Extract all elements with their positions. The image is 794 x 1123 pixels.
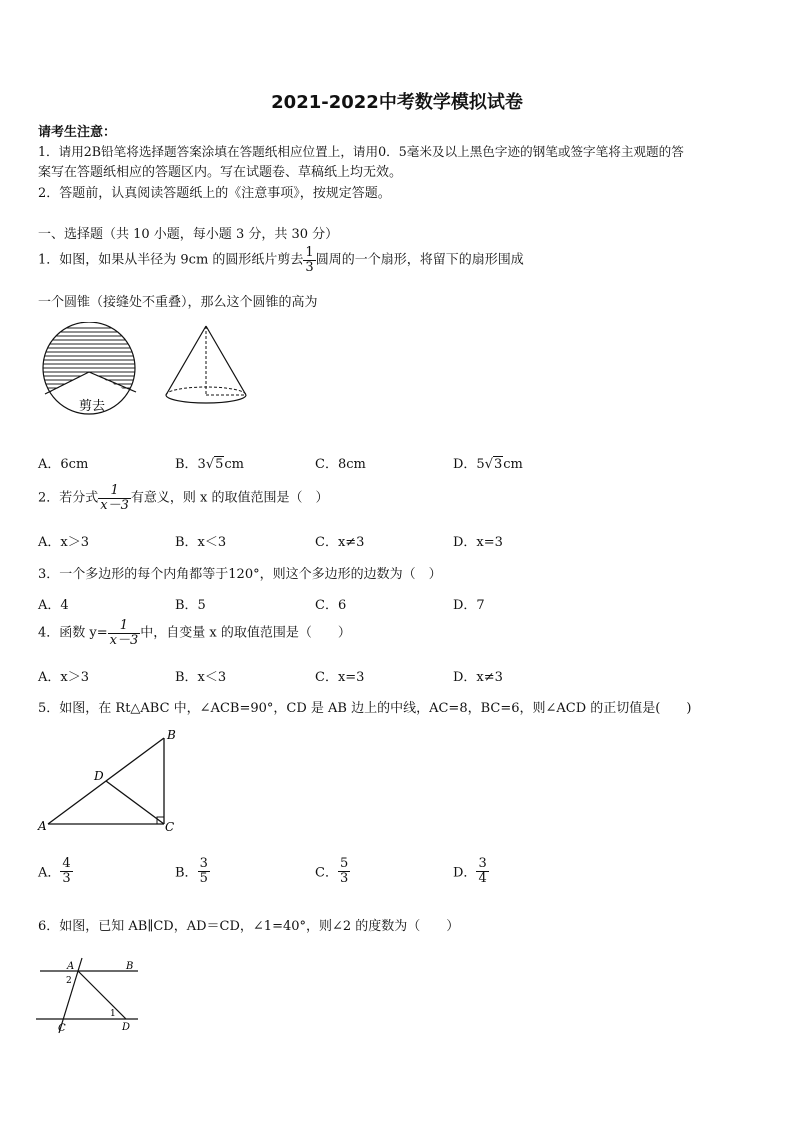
- question-2: [38, 484, 329, 512]
- q1-b-sqrt: √5: [205, 457, 224, 472]
- q2-option-d[interactable]: D．x=3: [453, 535, 503, 550]
- q5-a-den: 3: [62, 870, 71, 886]
- question-3: 3．一个多边形的每个内角都等于120°，则这个多边形的边数为（ ）: [38, 567, 442, 582]
- q5-b-num: 3: [199, 856, 208, 871]
- q4-text-pre: 4．函数 y=: [38, 625, 108, 641]
- q5-c-fraction: [338, 857, 350, 885]
- q2-frac-num: 1: [98, 484, 131, 499]
- q4-option-b[interactable]: B．x＜3: [175, 670, 227, 685]
- q5-a-fraction: [60, 857, 72, 885]
- q5-label-a: A: [38, 819, 47, 833]
- q5-d-fraction: [476, 857, 488, 885]
- q5-a-label: A．: [38, 865, 61, 881]
- q4-fraction: [108, 619, 141, 647]
- q6-label-c: C: [58, 1023, 66, 1034]
- notice-line-1: 1．请用2B铅笔将选择题答案涂填在答题纸相应位置上，请用0．5毫米及以上黑色字迹的钢笔或签字笔将主观题的答: [38, 144, 684, 159]
- q5-option-d[interactable]: [453, 857, 489, 885]
- q1-d-unit: cm: [503, 457, 523, 472]
- q3-option-c[interactable]: C．6: [315, 598, 347, 613]
- q4-option-c[interactable]: C．x=3: [315, 670, 365, 685]
- q5-option-c[interactable]: [315, 857, 350, 885]
- q6-label-d: D: [122, 1022, 131, 1033]
- q4-option-a[interactable]: A．x＞3: [38, 670, 89, 685]
- q1-b-coef: B．3: [175, 457, 206, 472]
- q1-fraction: [303, 246, 315, 274]
- q1-d-radicand: 3: [494, 457, 503, 472]
- q1-text-pre: 1．如图，如果从半径为 9cm 的圆形纸片剪去: [38, 252, 304, 268]
- q1-line-2: 一个圆锥（接缝处不重叠），那么这个圆锥的高为: [38, 295, 318, 310]
- q3-option-b[interactable]: B．5: [175, 598, 206, 613]
- q1-b-unit: cm: [224, 457, 245, 472]
- notice-line-2: 案写在答题纸相应的答题区内。写在试题卷、草稿纸上均无效。: [38, 165, 403, 180]
- q3-option-d[interactable]: D．7: [453, 598, 485, 613]
- question-4: [38, 619, 351, 647]
- question-5: 5．如图，在 Rt△ABC 中，∠ACB=90°，CD 是 AB 边上的中线，AC=8，BC=6，则∠ACD 的正切值是( ): [38, 701, 692, 716]
- q1-figure: [38, 322, 258, 422]
- page-title: 2021-2022中考数学模拟试卷: [271, 92, 523, 113]
- q6-parallel-lines-figure: [34, 953, 154, 1035]
- q5-b-label: B．: [175, 865, 198, 881]
- q5-option-a[interactable]: [38, 857, 73, 885]
- q1-option-d[interactable]: [453, 453, 523, 472]
- q5-b-fraction: [198, 857, 210, 885]
- q6-label-a: A: [67, 961, 75, 972]
- q6-label-b: B: [126, 961, 134, 972]
- q5-c-label: C．: [315, 865, 338, 881]
- q5-label-b: B: [167, 728, 176, 742]
- q6-angle-1: 1: [110, 1009, 116, 1019]
- q1-option-c[interactable]: C．8cm: [315, 457, 366, 472]
- notice-heading: 请考生注意：: [38, 125, 117, 140]
- q5-d-num: 3: [478, 856, 487, 871]
- question-1: [38, 246, 524, 274]
- q5-c-num: 5: [339, 856, 349, 871]
- q5-c-den: 3: [339, 870, 349, 886]
- q1-cut-label: 剪去: [79, 399, 106, 414]
- q5-b-den: 5: [199, 870, 208, 886]
- q2-option-a[interactable]: A．x＞3: [38, 535, 89, 550]
- q2-text-pre: 2．若分式: [38, 490, 99, 506]
- q1-option-b[interactable]: [175, 453, 244, 472]
- q5-triangle-figure: [34, 726, 184, 836]
- q5-d-den: 4: [478, 870, 487, 886]
- q1-d-coef: D．5: [453, 457, 485, 472]
- q5-label-d: D: [94, 769, 104, 783]
- notice-line-3: 2．答题前，认真阅读答题纸上的《注意事项》，按规定答题。: [38, 186, 391, 201]
- q3-option-a[interactable]: A．4: [38, 598, 69, 613]
- q2-text-post: 有意义，则 x 的取值范围是（ ）: [130, 490, 329, 506]
- question-6: 6．如图，已知 AB∥CD，AD＝CD，∠1=40°，则∠2 的度数为（ ）: [38, 919, 460, 934]
- q4-frac-num: 1: [108, 619, 141, 634]
- q5-d-label: D．: [453, 865, 477, 881]
- q4-option-d[interactable]: D．x≠3: [453, 670, 503, 685]
- q1-option-a[interactable]: A．6cm: [38, 457, 89, 472]
- q5-option-b[interactable]: [175, 857, 210, 885]
- q1-b-radicand: 5: [215, 457, 224, 472]
- q4-text-post: 中，自变量 x 的取值范围是（ ）: [140, 625, 351, 641]
- q1-frac-den: 3: [305, 259, 314, 275]
- q2-frac-den: x－3: [100, 497, 129, 513]
- q2-fraction: [98, 484, 131, 512]
- q2-option-b[interactable]: B．x＜3: [175, 535, 227, 550]
- q5-a-num: 4: [62, 856, 71, 871]
- section-heading: 一、选择题（共 10 小题，每小题 3 分，共 30 分）: [38, 227, 339, 242]
- q1-text-post: 圆周的一个扇形，将留下的扇形围成: [315, 252, 524, 268]
- q1-cone: [166, 326, 246, 403]
- q2-option-c[interactable]: C．x≠3: [315, 535, 365, 550]
- q5-label-c: C: [165, 820, 175, 834]
- q6-angle-2: 2: [66, 976, 72, 986]
- q1-d-sqrt: √3: [484, 457, 503, 472]
- q4-frac-den: x－3: [109, 632, 139, 648]
- q1-frac-num: 1: [305, 245, 314, 260]
